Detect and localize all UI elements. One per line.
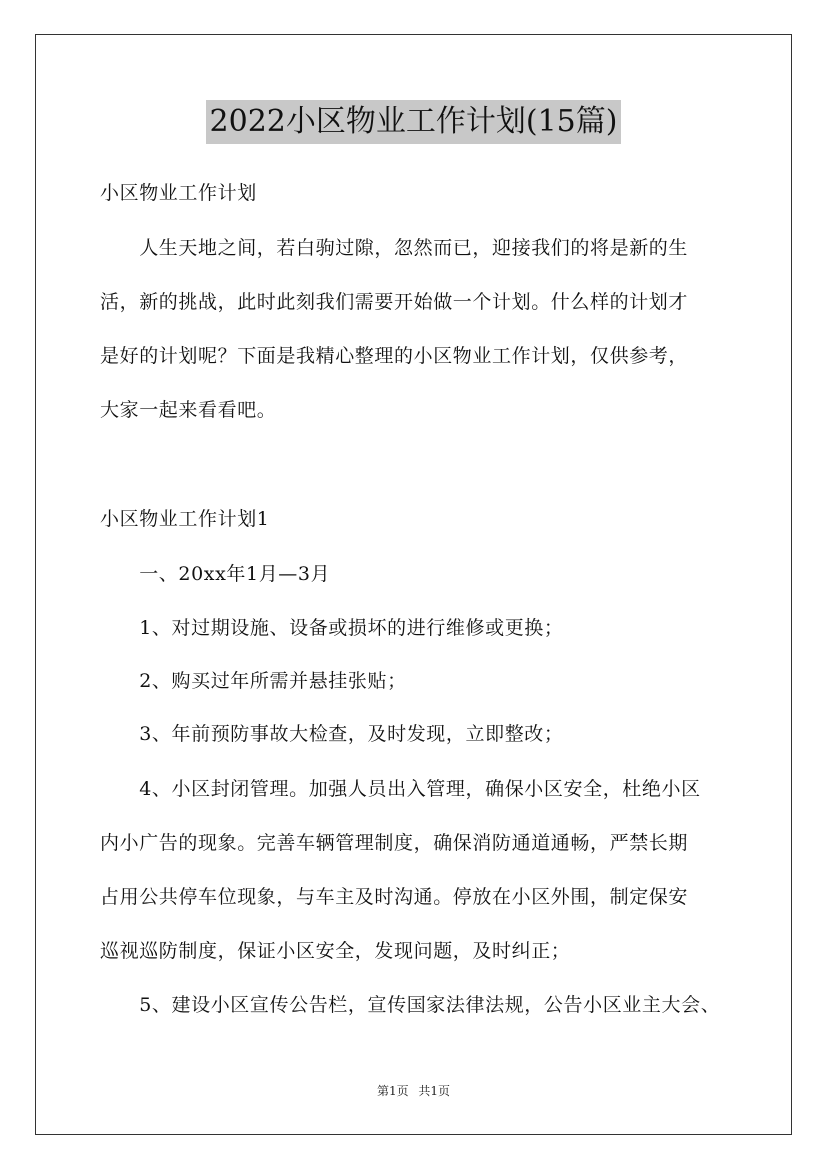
list-item-4-line-2: 内小广告的现象。完善车辆管理制度，确保消防通道通畅，严禁长期: [100, 832, 689, 854]
list-item-5-line-1: 5、建设小区宣传公告栏，宣传国家法律法规，公告小区业主大会、: [100, 994, 721, 1016]
title-container: [0, 100, 827, 144]
list-item-4-line-3: 占用公共停车位现象，与车主及时沟通。停放在小区外围，制定保安: [100, 886, 689, 908]
list-item-4-line-1: 4、小区封闭管理。加强人员出入管理，确保小区安全，杜绝小区: [100, 778, 701, 800]
page-number: 第1页: [376, 1084, 409, 1098]
list-item-4-line-4: 巡视巡防制度，保证小区安全，发现问题，及时纠正；: [100, 940, 571, 962]
plan-subheading: 小区物业工作计划1: [100, 508, 270, 530]
list-item-3: 3、年前预防事故大检查，及时发现，立即整改；: [100, 723, 564, 745]
intro-line-4: 大家一起来看看吧。: [100, 399, 277, 421]
list-item-1: 1、对过期设施、设备或损坏的进行维修或更换；: [100, 617, 564, 639]
period-heading: 一、20xx年1月—3月: [100, 563, 331, 585]
intro-line-1: 人生天地之间，若白驹过隙，忽然而已，迎接我们的将是新的生: [100, 237, 689, 259]
list-item-2: 2、购买过年所需并悬挂张贴；: [100, 670, 407, 692]
page-total: 共1页: [418, 1084, 451, 1098]
document-title: 2022小区物业工作计划(15篇): [206, 100, 622, 144]
intro-line-2: 活，新的挑战，此时此刻我们需要开始做一个计划。什么样的计划才: [100, 291, 689, 313]
section-heading: 小区物业工作计划: [100, 182, 257, 204]
page-footer: [0, 1083, 827, 1099]
intro-line-3: 是好的计划呢？下面是我精心整理的小区物业工作计划，仅供参考，: [100, 345, 689, 367]
